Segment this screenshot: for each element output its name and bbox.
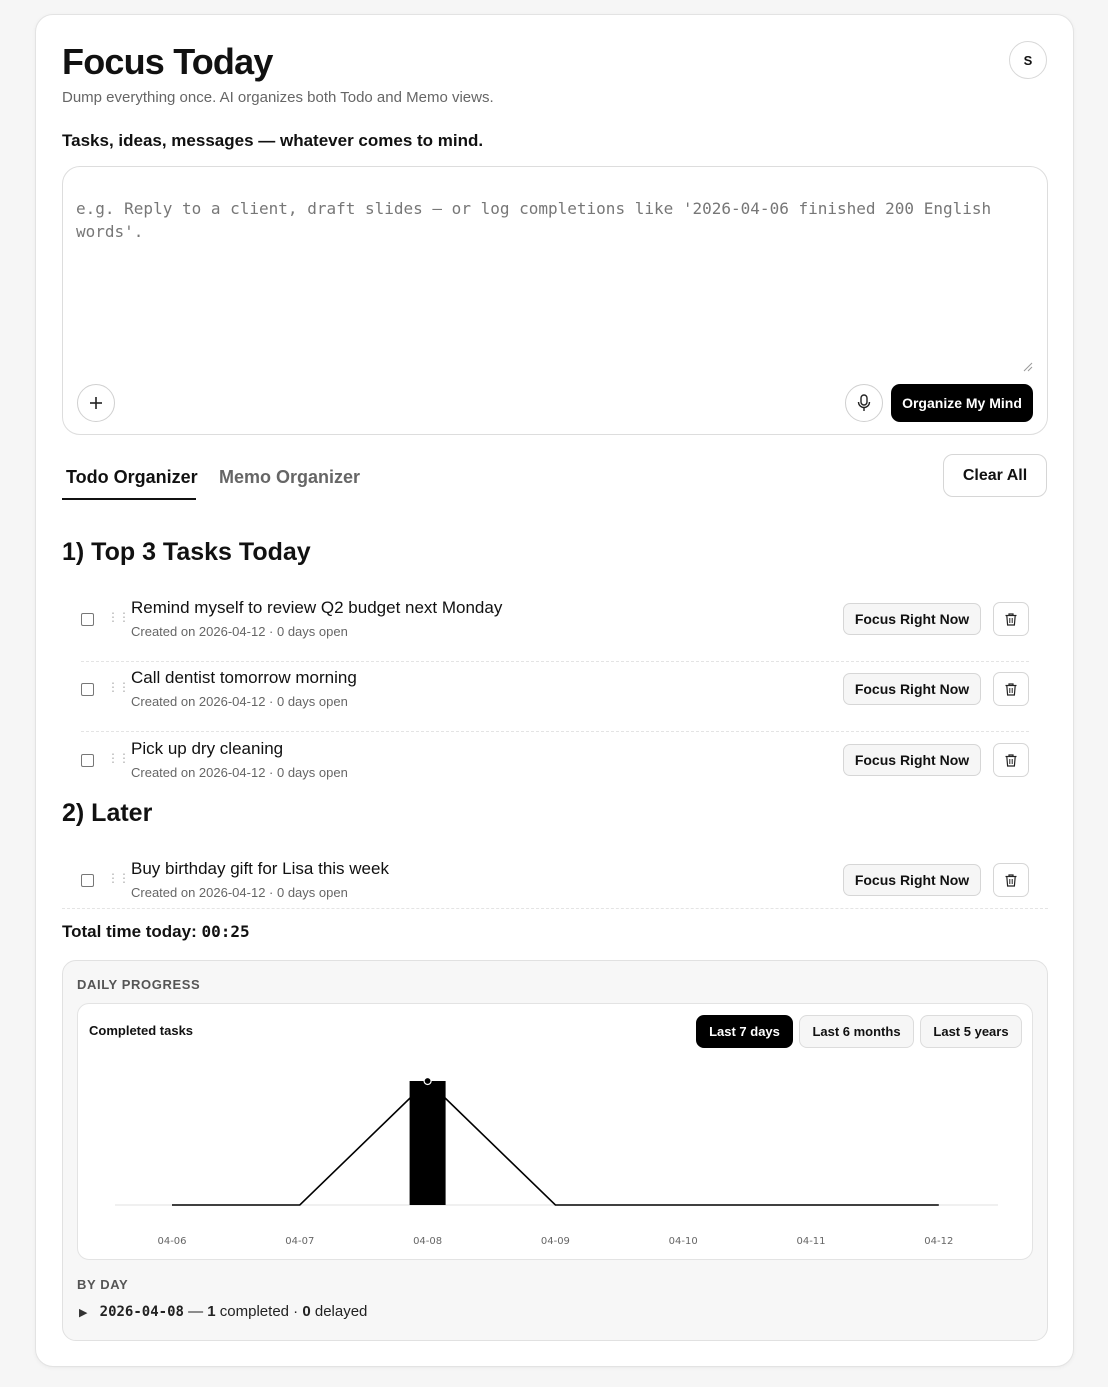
total-time-value: 00:25: [201, 922, 250, 941]
x-tick-label: 04-12: [924, 1236, 954, 1247]
task-meta: Created on 2026-04-12 · 0 days open: [131, 885, 348, 900]
x-tick-label: 04-07: [285, 1236, 315, 1247]
main-card: [35, 14, 1074, 1367]
top-tasks-heading: 1) Top 3 Tasks Today: [62, 538, 311, 566]
task-title: Pick up dry cleaning: [131, 739, 284, 758]
day-date: 2026-04-08: [99, 1304, 184, 1320]
completed-tasks-chart: [78, 1054, 1032, 1254]
resize-handle-icon[interactable]: [1023, 362, 1033, 372]
task-checkbox[interactable]: [81, 874, 94, 887]
task-meta: Created on 2026-04-12 · 0 days open: [131, 694, 348, 709]
task-checkbox[interactable]: [81, 754, 94, 767]
chart-trend-line: [172, 1081, 939, 1205]
task-title: Remind myself to review Q2 budget next Monday: [131, 598, 503, 617]
task-meta: Created on 2026-04-12 · 0 days open: [131, 765, 348, 780]
voice-input-button[interactable]: [845, 384, 883, 422]
delayed-count: 0: [302, 1303, 311, 1320]
day-summary-row[interactable]: [79, 1303, 367, 1320]
later-heading: 2) Later: [62, 799, 153, 827]
microphone-icon: [857, 394, 871, 412]
tab-todo-organizer[interactable]: Todo Organizer: [66, 467, 198, 487]
day-separator: —: [188, 1303, 208, 1320]
active-tab-indicator: [62, 498, 196, 500]
daily-progress-panel: [62, 960, 1048, 1341]
page-subtitle: Dump everything once. AI organizes both Todo and Memo views.: [62, 89, 494, 106]
task-row: [81, 592, 1029, 662]
chart-card: [77, 1003, 1033, 1260]
brain-dump-input[interactable]: [76, 197, 1034, 377]
focus-right-now-button[interactable]: Focus Right Now: [843, 673, 981, 705]
total-time: [62, 922, 250, 942]
x-tick-label: 04-08: [413, 1236, 443, 1247]
daily-progress-label: DAILY PROGRESS: [77, 977, 201, 992]
tab-memo-organizer[interactable]: Memo Organizer: [219, 467, 361, 487]
task-row: [81, 733, 1029, 803]
task-meta: Created on 2026-04-12 · 0 days open: [131, 624, 348, 639]
trash-icon: [1005, 754, 1017, 767]
x-tick-label: 04-11: [796, 1236, 826, 1247]
drag-handle-icon[interactable]: ⋮⋮: [107, 871, 129, 885]
task-title: Call dentist tomorrow morning: [131, 668, 357, 687]
drag-handle-icon[interactable]: ⋮⋮: [107, 680, 129, 694]
chart-point: [424, 1078, 431, 1085]
organize-my-mind-button[interactable]: Organize My Mind: [891, 384, 1033, 422]
trash-icon: [1005, 874, 1017, 887]
task-checkbox[interactable]: [81, 613, 94, 626]
add-attachment-button[interactable]: [77, 384, 115, 422]
chart-title: Completed tasks: [89, 1023, 194, 1038]
focus-right-now-button[interactable]: Focus Right Now: [843, 603, 981, 635]
focus-right-now-button[interactable]: Focus Right Now: [843, 744, 981, 776]
plus-icon: [89, 396, 103, 410]
by-day-label: BY DAY: [77, 1277, 129, 1292]
section-divider: [62, 908, 1048, 909]
completed-label: completed ·: [219, 1303, 303, 1320]
task-title: Buy birthday gift for Lisa this week: [131, 859, 389, 878]
composer-box: [62, 166, 1048, 435]
delete-task-button[interactable]: [993, 863, 1029, 897]
task-row: [81, 662, 1029, 732]
trash-icon: [1005, 613, 1017, 626]
delete-task-button[interactable]: [993, 743, 1029, 777]
range-last-5-years-button[interactable]: Last 5 years: [920, 1015, 1022, 1048]
completed-count: 1: [207, 1303, 216, 1320]
avatar[interactable]: S: [1009, 41, 1047, 79]
range-last-7-days-button[interactable]: Last 7 days: [696, 1015, 793, 1048]
page-title: Focus Today: [62, 41, 273, 82]
task-row: [81, 853, 1029, 923]
drag-handle-icon[interactable]: ⋮⋮: [107, 610, 129, 624]
task-checkbox[interactable]: [81, 683, 94, 696]
delayed-label: delayed: [314, 1303, 368, 1320]
clear-all-button[interactable]: Clear All: [943, 454, 1047, 497]
x-tick-label: 04-10: [668, 1236, 698, 1247]
drag-handle-icon[interactable]: ⋮⋮: [107, 751, 129, 765]
delete-task-button[interactable]: [993, 602, 1029, 636]
expand-caret-icon[interactable]: ▶: [79, 1307, 88, 1319]
x-tick-label: 04-09: [540, 1236, 570, 1247]
total-time-label: Total time today:: [62, 922, 197, 941]
trash-icon: [1005, 683, 1017, 696]
delete-task-button[interactable]: [993, 672, 1029, 706]
composer-prompt-label: Tasks, ideas, messages — whatever comes to mind.: [62, 131, 484, 150]
x-tick-label: 04-06: [157, 1236, 187, 1247]
focus-right-now-button[interactable]: Focus Right Now: [843, 864, 981, 896]
range-last-6-months-button[interactable]: Last 6 months: [799, 1015, 914, 1048]
chart-bar: [410, 1081, 446, 1205]
